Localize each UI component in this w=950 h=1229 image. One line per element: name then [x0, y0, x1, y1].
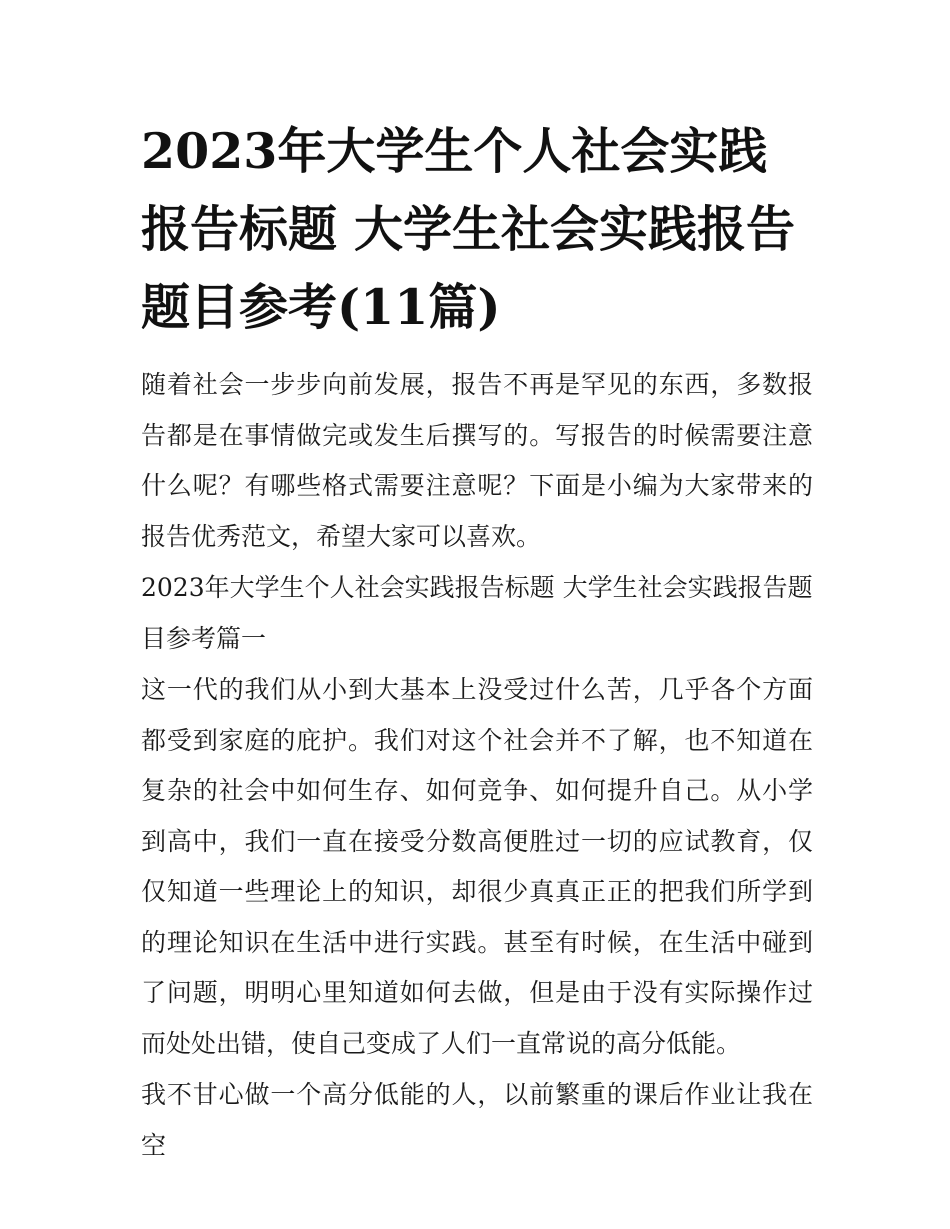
- document-title: 2023年大学生个人社会实践报告标题 大学生社会实践报告题目参考(11篇): [141, 122, 796, 336]
- body-paragraph: 这一代的我们从小到大基本上没受过什么苦，几乎各个方面都受到家庭的庇护。我们对这个社会并不了解，也不知道在复杂的社会中如何生存、如何竞争、如何提升自己。从小学到高中，我们一直在接受分数高便胜过一切的应试教育，仅仅知道一些理论上的知识，却很少真真正正的把我们所学到的理论知识在生活中进行实践。甚至有时候，在生活中碰到了问题，明明心里知道如何去做，但是由于没有实际操作过而处处出错，使自己变成了人们一直常说的高分低能。: [141, 675, 813, 1058]
- body-paragraph: 我不甘心做一个高分低能的人，以前繁重的课后作业让我在空: [141, 1080, 813, 1160]
- intro-paragraph: 随着社会一步步向前发展，报告不再是罕见的东西，多数报告都是在事情做完或发生后撰写的。写报告的时候需要注意什么呢？有哪些格式需要注意呢？下面是小编为大家带来的报告优秀范文，希望大家可以喜欢。: [141, 370, 813, 551]
- document-body: [141, 112, 813, 1172]
- section-heading: 2023年大学生个人社会实践报告标题 大学生社会实践报告题目参考篇一: [141, 573, 813, 653]
